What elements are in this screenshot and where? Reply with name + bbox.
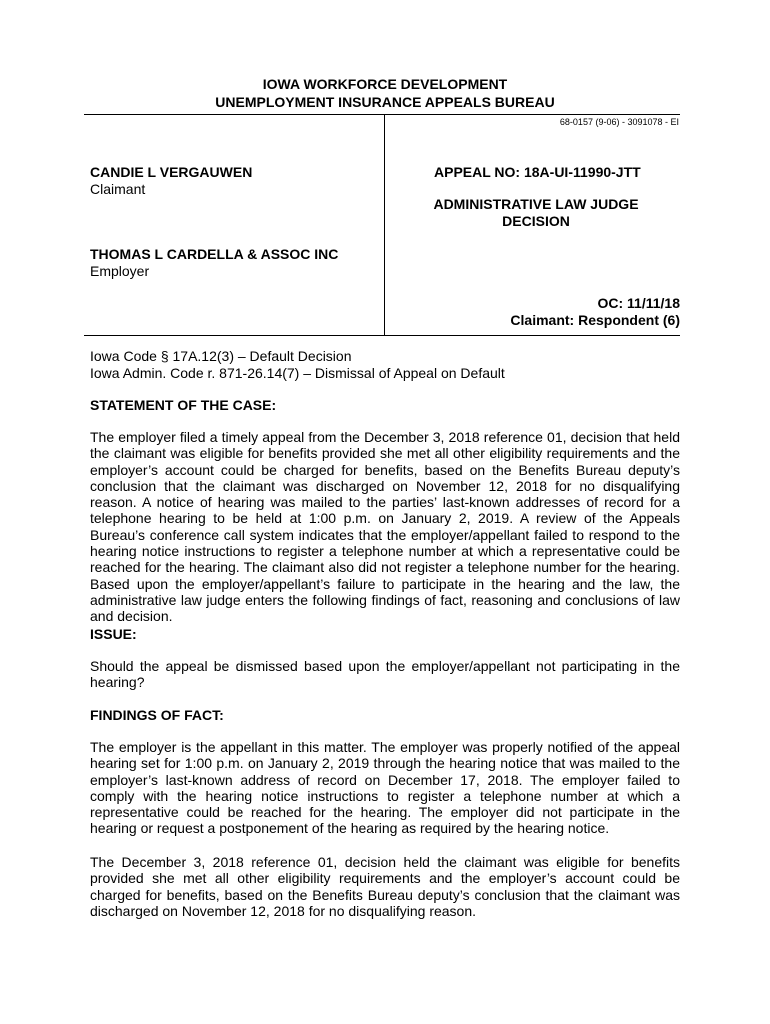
findings-text-1: The employer is the appellant in this matter. The employer was properly notified of the appeal hearing set for 1:00 p.m. on January 2, 2019 through the hearing notice that was mailed to the employer’s last-known address of record on December 17, 2018. The employer failed to comply with the hearing notice instructions to register a telephone number at which a representative could be reached for the hearing. The employer did not participate in the hearing or request a postponement of the hearing as required by the hearing notice. [90, 739, 680, 837]
claimant-status: Claimant: Respondent (6) [510, 312, 680, 328]
citation-dismissal: Iowa Admin. Code r. 871-26.14(7) – Dismissal of Appeal on Default [90, 365, 505, 381]
employer-name: THOMAS L CARDELLA & ASSOC INC [90, 246, 339, 262]
bureau-title: UNEMPLOYMENT INSURANCE APPEALS BUREAU [215, 94, 555, 110]
claimant-name: CANDIE L VERGAUWEN [90, 164, 253, 180]
decision-type-line1: ADMINISTRATIVE LAW JUDGE [433, 196, 639, 212]
citation-default-decision: Iowa Code § 17A.12(3) – Default Decision [90, 348, 352, 364]
oc-date: OC: 11/11/18 [597, 295, 680, 311]
form-code: 68-0157 (9-06) - 3091078 - EI [559, 117, 679, 127]
appeal-number: APPEAL NO: 18A-UI-11990-JTT [434, 164, 641, 180]
decision-type-line2: DECISION [502, 213, 570, 229]
caption-rule-right [384, 335, 680, 336]
caption-divider [384, 114, 385, 335]
caption-rule-left [84, 335, 384, 336]
statement-text: The employer filed a timely appeal from the December 3, 2018 reference 01, decision that held the claimant was eligible for benefits provided she met all other eligibility requirements and the employer’s account could be charged for benefits, based on the Benefits Bureau deputy’s conclusion that the claimant was discharged on November 12, 2018 for no disqualifying reason. A notice of hearing was mailed to the parties’ last-known addresses of record for a telephone hearing to be held at 1:00 p.m. on January 2, 2019. A review of the Appeals Bureau’s conference call system indicates that the employer/appellant failed to respond to the hearing notice instructions to register a telephone number at which a representative could be reached for the hearing. The claimant also did not register a telephone number for the hearing. Based upon the employer/appellant’s failure to participate in the hearing and the law, the administrative law judge enters the following findings of fact, reasoning and conclusions of law and decision. [90, 429, 680, 625]
employer-label: Employer [90, 263, 150, 279]
findings-heading: FINDINGS OF FACT: [90, 707, 224, 723]
issue-heading: ISSUE: [90, 626, 137, 642]
agency-title: IOWA WORKFORCE DEVELOPMENT [262, 76, 508, 92]
statement-heading: STATEMENT OF THE CASE: [90, 397, 277, 413]
claimant-label: Claimant [90, 181, 146, 197]
header-rule [84, 114, 680, 115]
issue-text: Should the appeal be dismissed based upon the employer/appellant not participating in the hearing? [90, 658, 680, 691]
findings-text-2: The December 3, 2018 reference 01, decision held the claimant was eligible for benefits provided she met all other eligibility requirements and the employer’s account could be charged for benefits, based on the Benefits Bureau deputy’s conclusion that the claimant was discharged on November 12, 2018 for no disqualifying reason. [90, 854, 680, 919]
